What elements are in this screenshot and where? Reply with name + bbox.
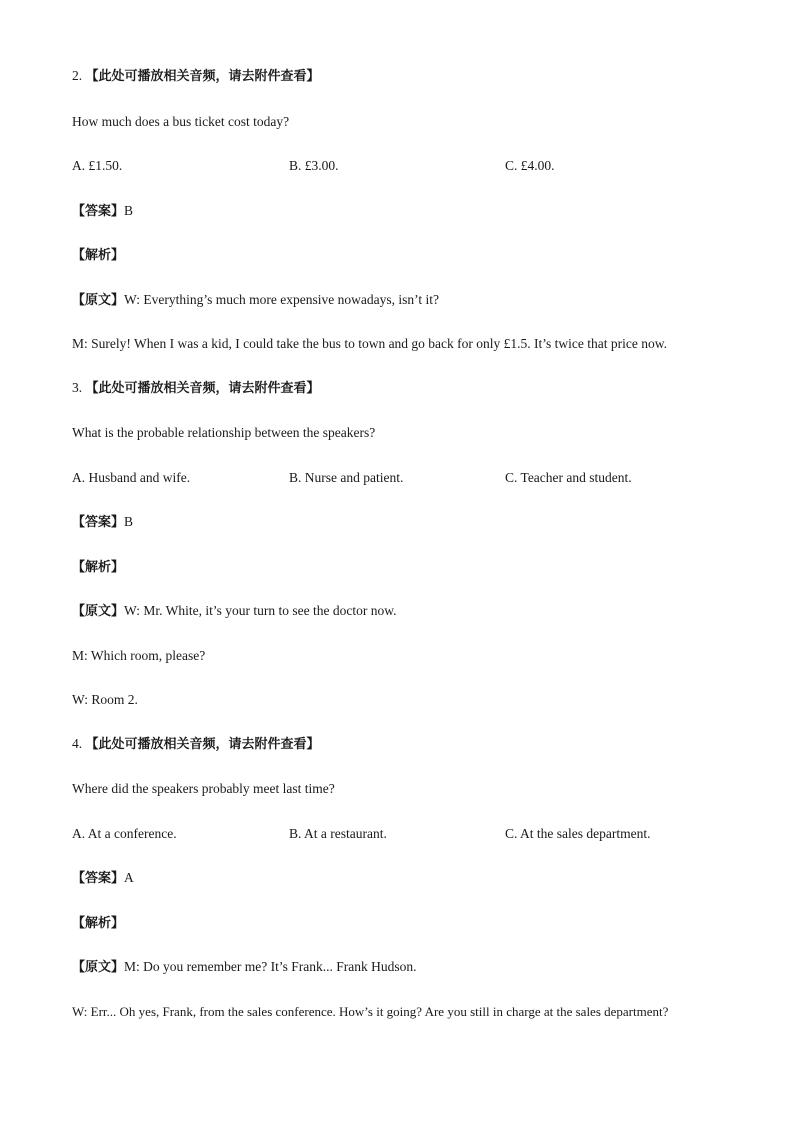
- transcript-text: W: Everything’s much more expensive nowadays, isn’t it?: [124, 292, 439, 307]
- answer-label: 【答案】: [72, 515, 125, 530]
- option-a: A. £1.50.: [72, 158, 123, 173]
- answer-value: B: [124, 203, 134, 218]
- answer-line: [72, 203, 133, 220]
- audio-note[interactable]: 【此处可播放相关音频，请去附件查看】: [85, 381, 320, 396]
- transcript-text: M: Do you remember me? It’s Frank... Frank Hudson.: [124, 959, 417, 974]
- analysis-line: [72, 915, 124, 932]
- transcript-text: M: Which room, please?: [72, 648, 206, 663]
- question-number: 4.: [72, 736, 83, 751]
- analysis-line: [72, 559, 124, 576]
- transcript-text: W: Mr. White, it’s your turn to see the doctor now.: [124, 603, 397, 618]
- answer-line: [72, 514, 133, 531]
- answer-value: B: [124, 514, 134, 529]
- transcript-line: [72, 959, 416, 976]
- question-number: 3.: [72, 380, 83, 395]
- transcript-label: 【原文】: [72, 293, 125, 308]
- option-c: C. £4.00.: [505, 158, 555, 173]
- option-c: C. Teacher and student.: [505, 470, 632, 485]
- answer-value: A: [124, 870, 134, 885]
- option-b: B. At a restaurant.: [289, 826, 387, 841]
- option-a: A. Husband and wife.: [72, 470, 191, 485]
- question-header: [72, 736, 320, 753]
- question-text: How much does a bus ticket cost today?: [72, 114, 290, 129]
- question-text: Where did the speakers probably meet last time?: [72, 781, 335, 796]
- analysis-label: 【解析】: [72, 248, 125, 263]
- answer-label: 【答案】: [72, 871, 125, 886]
- analysis-line: [72, 247, 124, 264]
- option-b: B. £3.00.: [289, 158, 339, 173]
- question-header: [72, 380, 320, 397]
- option-a: A. At a conference.: [72, 826, 177, 841]
- transcript-label: 【原文】: [72, 960, 125, 975]
- transcript-text: M: Surely! When I was a kid, I could take the bus to town and go back for only £1.5. It’s twice that price now.: [72, 336, 667, 351]
- transcript-line: [72, 603, 396, 620]
- analysis-label: 【解析】: [72, 560, 125, 575]
- option-b: B. Nurse and patient.: [289, 470, 404, 485]
- audio-note[interactable]: 【此处可播放相关音频，请去附件查看】: [85, 69, 320, 84]
- transcript-text: W: Room 2.: [72, 692, 138, 707]
- transcript-text: W: Err... Oh yes, Frank, from the sales conference. How’s it going? Are you still in charge at the sales department?: [72, 1004, 669, 1019]
- answer-line: [72, 870, 134, 887]
- transcript-line: [72, 292, 439, 309]
- option-c: C. At the sales department.: [505, 826, 651, 841]
- question-header: [72, 68, 320, 85]
- analysis-label: 【解析】: [72, 916, 125, 931]
- transcript-label: 【原文】: [72, 604, 125, 619]
- audio-note[interactable]: 【此处可播放相关音频，请去附件查看】: [85, 737, 320, 752]
- question-number: 2.: [72, 68, 83, 83]
- question-text: What is the probable relationship between the speakers?: [72, 425, 376, 440]
- answer-label: 【答案】: [72, 204, 125, 219]
